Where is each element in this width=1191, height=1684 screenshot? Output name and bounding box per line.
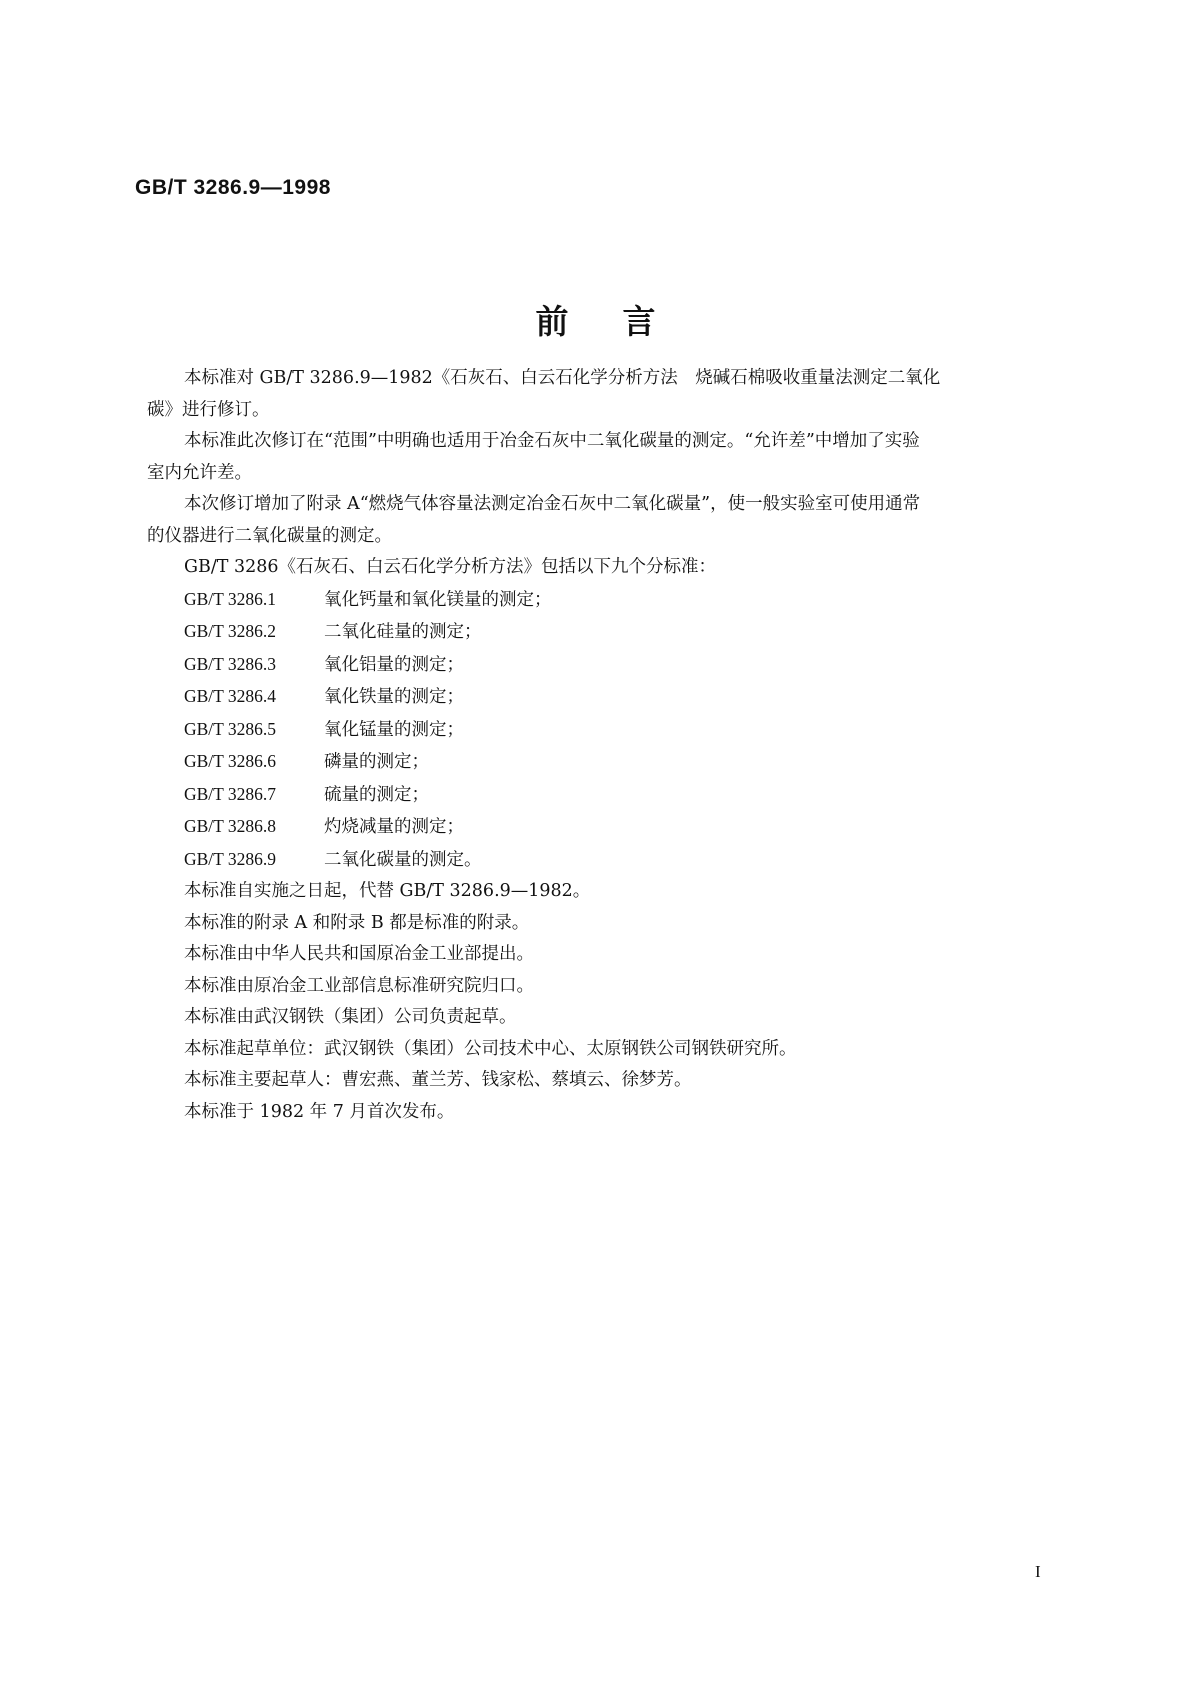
closing-line: 本标准由中华人民共和国原冶金工业部提出。 (184, 944, 534, 964)
list-item (184, 616, 1068, 649)
foreword-body (147, 363, 1068, 1128)
paragraph-line: 本标准对 GB/T 3286.9—1982《石灰石、白云石化学分析方法 烧碱石棉吸收重量法测定二氧化 (184, 368, 941, 388)
part-code: GB/T 3286.1 (184, 588, 277, 609)
paragraph-line: 碳》进行修订。 (147, 399, 270, 420)
list-item (184, 811, 1068, 844)
part-code: GB/T 3286.7 (184, 783, 277, 804)
closing-line: 本标准的附录 A 和附录 B 都是标准的附录。 (184, 912, 530, 933)
list-item (184, 681, 1068, 714)
part-code: GB/T 3286.6 (184, 751, 277, 771)
part-name: 氧化铝量的测定； (324, 654, 464, 675)
part-code: GB/T 3286.5 (184, 718, 277, 739)
part-code: GB/T 3286.4 (184, 686, 277, 706)
list-item (184, 584, 1068, 617)
part-code: GB/T 3286.8 (184, 816, 277, 836)
part-code: GB/T 3286.9 (184, 848, 277, 869)
part-code: GB/T 3286.3 (184, 653, 277, 674)
page-number: I (1035, 1562, 1041, 1581)
parts-list (184, 584, 1068, 877)
part-name: 灼烧减量的测定； (324, 817, 464, 837)
closing-line: 本标准自实施之日起，代替 GB/T 3286.9—1982。 (184, 881, 591, 901)
closing-line: 本标准由武汉钢铁（集团）公司负责起草。 (184, 1007, 517, 1027)
paragraph (147, 426, 1068, 489)
part-name: 硫量的测定； (324, 784, 429, 805)
standard-number: GB/T 3286.9—1998 (135, 176, 331, 199)
list-item (184, 714, 1068, 747)
part-code: GB/T 3286.2 (184, 621, 277, 641)
list-item (184, 746, 1068, 779)
paragraph-line: 的仪器进行二氧化碳量的测定。 (147, 525, 392, 546)
paragraph-line: 本次修订增加了附录 A“燃烧气体容量法测定冶金石灰中二氧化碳量”，使一般实验室可使用通常 (184, 494, 921, 514)
part-name: 氧化锰量的测定； (324, 719, 464, 740)
closing-line: 本标准由原冶金工业部信息标准研究院归口。 (184, 975, 534, 996)
list-item (184, 649, 1068, 682)
part-name: 磷量的测定； (324, 752, 429, 772)
page-title: 前言 (535, 302, 710, 341)
part-name: 二氧化碳量的测定。 (324, 849, 482, 870)
part-name: 氧化钙量和氧化镁量的测定； (324, 589, 552, 610)
part-name: 氧化铁量的测定； (324, 687, 464, 707)
list-item (184, 844, 1068, 877)
paragraph (147, 489, 1068, 552)
paragraph-line: 本标准此次修订在“范围”中明确也适用于冶金石灰中二氧化碳量的测定。“允许差”中增加了实验 (184, 431, 920, 451)
closing-line: 本标准起草单位：武汉钢铁（集团）公司技术中心、太原钢铁公司钢铁研究所。 (184, 1038, 797, 1059)
closing-line: 本标准于 1982 年 7 月首次发布。 (184, 1101, 455, 1122)
closing-line: 本标准主要起草人：曹宏燕、董兰芳、钱家松、蔡填云、徐梦芳。 (184, 1070, 692, 1090)
list-item (184, 779, 1068, 812)
paragraph-line: 室内允许差。 (147, 462, 252, 483)
part-name: 二氧化硅量的测定； (324, 622, 482, 642)
parts-intro: GB/T 3286《石灰石、白云石化学分析方法》包括以下九个分标准： (184, 557, 717, 577)
paragraph (147, 363, 1068, 426)
